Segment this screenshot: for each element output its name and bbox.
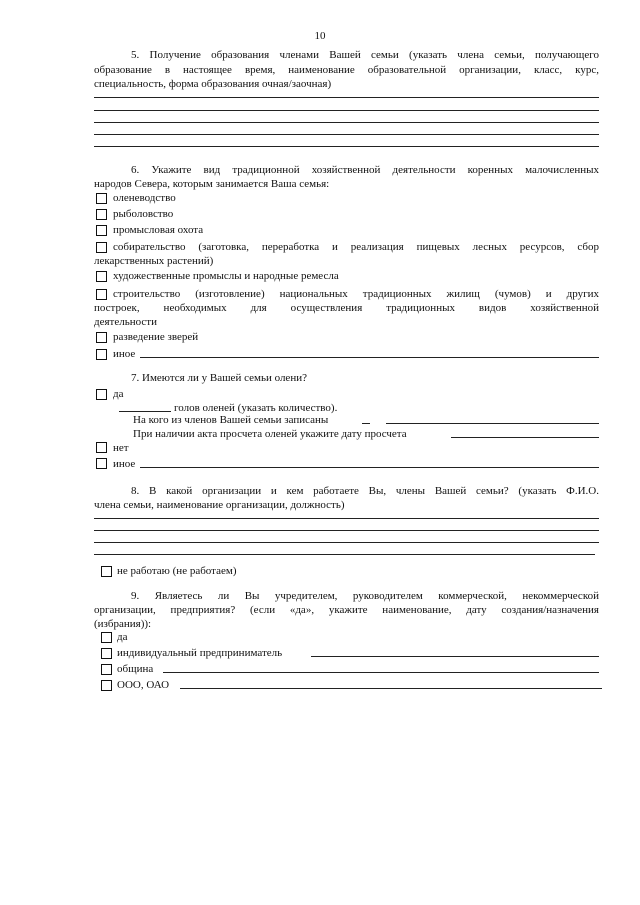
q6-reindeer-checkbox[interactable]: [96, 193, 107, 204]
q6-hunting-label: промысловая охота: [113, 224, 204, 236]
q7-count-act-date-input[interactable]: [451, 437, 599, 438]
q6-other-label: иное: [113, 348, 136, 360]
q7-yes-checkbox[interactable]: [96, 389, 107, 400]
q9-entrepreneur-input[interactable]: [311, 656, 599, 657]
q6-gathering-checkbox[interactable]: [96, 242, 107, 253]
q5-line3: специальность, форма образования очная/заочная): [94, 78, 332, 90]
q6-other-checkbox[interactable]: [96, 349, 107, 360]
q8-line2: члена семьи, наименование организации, должность): [94, 499, 345, 511]
q6-building-label-3: деятельности: [94, 316, 157, 328]
q8-not-working-label: не работаю (не работаем): [117, 565, 237, 577]
q6-breeding-label: разведение зверей: [113, 331, 199, 343]
q6-line2: народов Севера, которым занимается Ваша семья:: [94, 178, 330, 190]
q9-yes-checkbox[interactable]: [101, 632, 112, 643]
q5-answer-line-1[interactable]: [94, 97, 599, 98]
q9-line1: 9. Являетесь ли Вы учредителем, руководителем коммерческой, некоммерческой: [131, 590, 599, 602]
q7-registered-input-short[interactable]: [362, 423, 370, 424]
q7-registered-label: На кого из членов Вашей семьи записаны: [133, 414, 329, 426]
q6-building-label-2: построек, необходимых для осуществления традиционных видов хозяйственной: [94, 302, 599, 314]
q6-building-checkbox[interactable]: [96, 289, 107, 300]
q5-answer-line-5[interactable]: [94, 146, 599, 147]
q5-answer-line-2[interactable]: [94, 110, 599, 111]
q7-other-label: иное: [113, 458, 136, 470]
q6-other-input[interactable]: [140, 357, 599, 358]
q9-line2: организации, предприятия? (если «да», укажите наименование, дату создания/назначения: [94, 604, 599, 616]
q9-community-input[interactable]: [163, 672, 599, 673]
q9-entrepreneur-checkbox[interactable]: [101, 648, 112, 659]
q6-gathering-label-2: лекарственных растений): [94, 255, 214, 267]
q6-fishing-checkbox[interactable]: [96, 209, 107, 220]
q6-hunting-checkbox[interactable]: [96, 225, 107, 236]
q6-line1: 6. Укажите вид традиционной хозяйственной деятельности коренных малочисленных: [131, 164, 599, 176]
q9-line3: (избрания)):: [94, 618, 152, 630]
q9-community-checkbox[interactable]: [101, 664, 112, 675]
q5-answer-line-3[interactable]: [94, 122, 599, 123]
q7-heads-input[interactable]: [119, 411, 171, 412]
q7-no-checkbox[interactable]: [96, 442, 107, 453]
q7-line1: 7. Имеются ли у Вашей семьи олени?: [131, 372, 307, 384]
q8-not-working-checkbox[interactable]: [101, 566, 112, 577]
q6-breeding-checkbox[interactable]: [96, 332, 107, 343]
q8-answer-line-3[interactable]: [94, 542, 599, 543]
q7-other-input[interactable]: [140, 467, 599, 468]
q5-line2: образование в настоящее время, наименование образовательной организации, класс, курс,: [94, 64, 599, 76]
q6-crafts-label: художественные промыслы и народные ремесла: [113, 270, 339, 282]
q8-answer-line-2[interactable]: [94, 530, 599, 531]
q9-community-label: община: [117, 663, 154, 675]
q7-yes-label: да: [113, 388, 124, 400]
q6-building-label-1: строительство (изготовление) национальных традиционных жилищ (чумов) и других: [113, 288, 599, 300]
q7-no-label: нет: [113, 442, 129, 454]
q6-crafts-checkbox[interactable]: [96, 271, 107, 282]
page-number: 10: [314, 30, 326, 42]
q8-answer-line-4[interactable]: [94, 554, 595, 555]
q5-answer-line-4[interactable]: [94, 134, 599, 135]
q6-gathering-label-1: собирательство (заготовка, переработка и реализация пищевых лесных ресурсов, сбор: [113, 241, 599, 253]
q9-entrepreneur-label: индивидуальный предприниматель: [117, 647, 283, 659]
q7-registered-input[interactable]: [386, 423, 599, 424]
q9-company-label: ООО, ОАО: [117, 679, 170, 691]
q5-line1: 5. Получение образования членами Вашей семьи (указать члена семьи, получающего: [131, 49, 599, 61]
q8-answer-line-1[interactable]: [94, 518, 599, 519]
q8-line1: 8. В какой организации и кем работаете Вы, члены Вашей семьи? (указать Ф.И.О.: [131, 485, 599, 497]
q6-fishing-label: рыболовство: [113, 208, 174, 220]
q9-company-checkbox[interactable]: [101, 680, 112, 691]
q7-heads-label: голов оленей (указать количество).: [174, 402, 338, 414]
q9-yes-label: да: [117, 631, 128, 643]
q7-count-act-label: При наличии акта просчета оленей укажите дату просчета: [133, 428, 407, 440]
q6-reindeer-label: оленеводство: [113, 192, 176, 204]
q7-other-checkbox[interactable]: [96, 458, 107, 469]
q9-company-input[interactable]: [180, 688, 602, 689]
